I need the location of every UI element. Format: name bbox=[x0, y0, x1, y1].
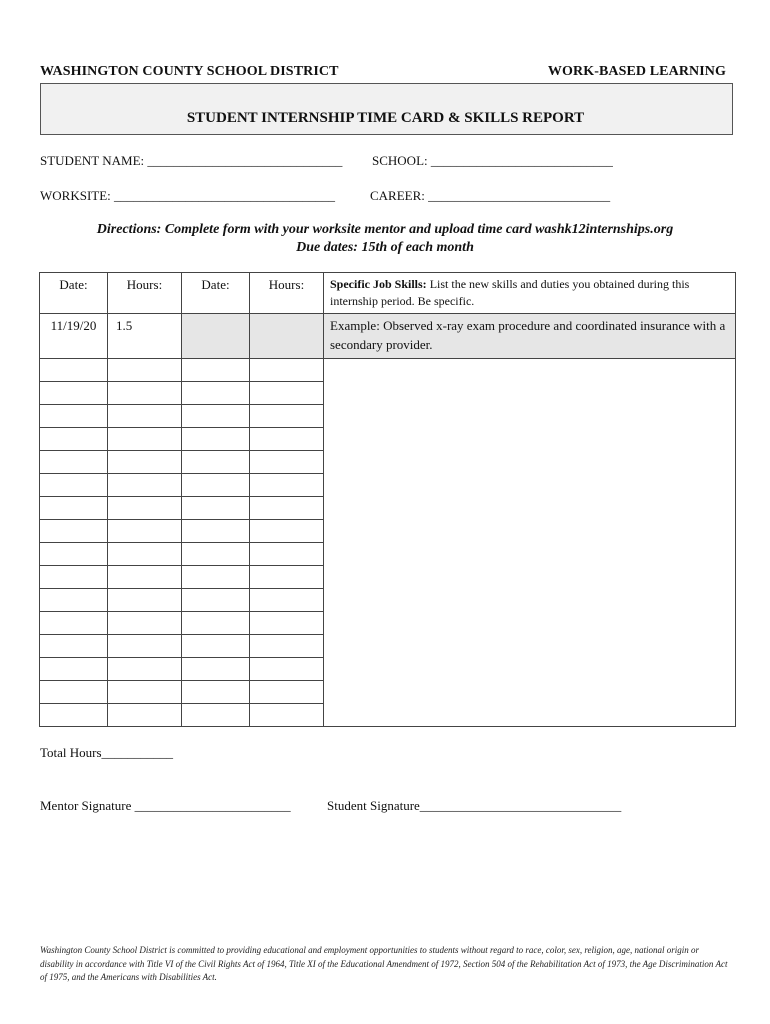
hours-cell[interactable] bbox=[108, 405, 182, 428]
date-cell[interactable] bbox=[182, 428, 250, 451]
hours-cell[interactable] bbox=[250, 704, 324, 727]
hours-cell[interactable] bbox=[108, 543, 182, 566]
date-cell[interactable] bbox=[40, 612, 108, 635]
table-header-row bbox=[40, 273, 736, 314]
skills-header bbox=[324, 273, 736, 314]
hours-cell[interactable] bbox=[250, 543, 324, 566]
hours-cell[interactable] bbox=[250, 405, 324, 428]
date-cell[interactable] bbox=[40, 543, 108, 566]
date-cell[interactable] bbox=[182, 681, 250, 704]
hours-cell[interactable] bbox=[108, 612, 182, 635]
student-name-field[interactable]: STUDENT NAME: ______________________________ bbox=[40, 153, 343, 168]
total-hours-field[interactable]: Total Hours___________ bbox=[40, 745, 174, 760]
hours-cell[interactable] bbox=[250, 589, 324, 612]
date-cell[interactable] bbox=[182, 405, 250, 428]
date-cell[interactable] bbox=[182, 520, 250, 543]
example-date-2[interactable] bbox=[182, 314, 250, 359]
page-title: STUDENT INTERNSHIP TIME CARD & SKILLS REPORT bbox=[186, 110, 585, 126]
date-cell[interactable] bbox=[182, 658, 250, 681]
time-card-table bbox=[39, 272, 736, 727]
mentor-signature-field[interactable]: Mentor Signature ________________________ bbox=[40, 798, 291, 813]
date-cell[interactable] bbox=[182, 612, 250, 635]
date-cell[interactable] bbox=[182, 359, 250, 382]
school-field[interactable]: SCHOOL: ____________________________ bbox=[372, 153, 613, 168]
student-signature-field[interactable]: Student Signature_______________________________ bbox=[327, 798, 622, 813]
hours-cell[interactable] bbox=[108, 497, 182, 520]
date-cell[interactable] bbox=[40, 405, 108, 428]
hours-cell[interactable] bbox=[108, 566, 182, 589]
example-date[interactable]: 11/19/20 bbox=[40, 314, 108, 359]
date-cell[interactable] bbox=[40, 428, 108, 451]
hours-header: Hours: bbox=[250, 273, 324, 314]
date-cell[interactable] bbox=[182, 451, 250, 474]
hours-cell[interactable] bbox=[250, 451, 324, 474]
hours-cell[interactable] bbox=[108, 382, 182, 405]
hours-cell[interactable] bbox=[108, 428, 182, 451]
skills-header-bold: Specific Job Skills: bbox=[330, 277, 427, 291]
due-dates-text: Due dates: 15th of each month bbox=[296, 240, 474, 255]
hours-cell[interactable] bbox=[250, 566, 324, 589]
skills-cell[interactable] bbox=[324, 359, 736, 727]
hours-cell[interactable] bbox=[108, 681, 182, 704]
district-name: WASHINGTON COUNTY SCHOOL DISTRICT bbox=[40, 64, 339, 79]
hours-cell[interactable] bbox=[250, 359, 324, 382]
hours-cell[interactable] bbox=[108, 635, 182, 658]
hours-cell[interactable] bbox=[108, 451, 182, 474]
hours-cell[interactable] bbox=[250, 474, 324, 497]
date-cell[interactable] bbox=[40, 451, 108, 474]
date-cell[interactable] bbox=[182, 543, 250, 566]
hours-cell[interactable] bbox=[250, 382, 324, 405]
example-skill[interactable]: Example: Observed x-ray exam procedure and coordinated insurance with a secondary provider. bbox=[324, 314, 736, 359]
hours-cell[interactable] bbox=[108, 474, 182, 497]
hours-cell[interactable] bbox=[108, 658, 182, 681]
hours-cell[interactable] bbox=[108, 589, 182, 612]
hours-cell[interactable] bbox=[108, 704, 182, 727]
example-row bbox=[40, 314, 736, 359]
hours-cell[interactable] bbox=[250, 520, 324, 543]
date-cell[interactable] bbox=[40, 658, 108, 681]
hours-cell[interactable] bbox=[250, 428, 324, 451]
date-cell[interactable] bbox=[182, 566, 250, 589]
hours-cell[interactable] bbox=[250, 497, 324, 520]
hours-header: Hours: bbox=[108, 273, 182, 314]
date-cell[interactable] bbox=[182, 497, 250, 520]
example-hours-2[interactable] bbox=[250, 314, 324, 359]
nondiscrimination-statement: Washington County School District is committed to providing educational and employment opportunities to students without regard to race, color, sex, religion, age, national origin or disability in accordance with Title VI of the Civil Rights Act of 1964, Title XI of the Educational Amendment of 1972, Section 504 of the Rehabilitation Act of 1973, the Age Discrimination Act of 1975, and the Americans with Disabilities Act. bbox=[40, 945, 728, 982]
date-header: Date: bbox=[40, 273, 108, 314]
directions-text: Directions: Complete form with your worksite mentor and upload time card washk12internships.org bbox=[96, 222, 674, 237]
date-cell[interactable] bbox=[40, 635, 108, 658]
example-hours[interactable]: 1.5 bbox=[108, 314, 182, 359]
date-cell[interactable] bbox=[182, 589, 250, 612]
date-cell[interactable] bbox=[40, 497, 108, 520]
title-box bbox=[40, 83, 733, 135]
date-cell[interactable] bbox=[40, 589, 108, 612]
hours-cell[interactable] bbox=[108, 520, 182, 543]
date-cell[interactable] bbox=[40, 704, 108, 727]
date-cell[interactable] bbox=[182, 704, 250, 727]
skills-header-text: List the new skills and duties you obtained during this internship period. Be specific. bbox=[330, 277, 690, 308]
date-cell[interactable] bbox=[182, 635, 250, 658]
table-row bbox=[40, 359, 736, 382]
program-name: WORK-BASED LEARNING bbox=[547, 64, 726, 79]
date-cell[interactable] bbox=[182, 474, 250, 497]
hours-cell[interactable] bbox=[250, 681, 324, 704]
date-header: Date: bbox=[182, 273, 250, 314]
date-cell[interactable] bbox=[40, 566, 108, 589]
date-cell[interactable] bbox=[40, 359, 108, 382]
worksite-field[interactable]: WORKSITE: __________________________________ bbox=[40, 188, 336, 203]
hours-cell[interactable] bbox=[250, 635, 324, 658]
date-cell[interactable] bbox=[40, 520, 108, 543]
date-cell[interactable] bbox=[40, 382, 108, 405]
date-cell[interactable] bbox=[40, 474, 108, 497]
date-cell[interactable] bbox=[182, 382, 250, 405]
date-cell[interactable] bbox=[40, 681, 108, 704]
hours-cell[interactable] bbox=[108, 359, 182, 382]
hours-cell[interactable] bbox=[250, 658, 324, 681]
hours-cell[interactable] bbox=[250, 612, 324, 635]
career-field[interactable]: CAREER: ____________________________ bbox=[370, 188, 611, 203]
